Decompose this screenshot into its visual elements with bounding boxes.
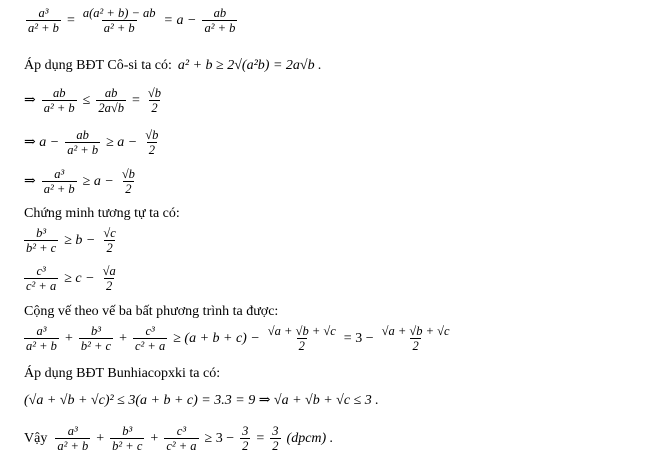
equation-line-5: ⇒ $\frac{\text{a³}}{\text{a² + b}}$ ≥ a − $\frac{√b}{2}$ [24,167,135,196]
text-line-cosi: Áp dụng BĐT Cô-si ta có: a² + b ≥ 2√(a²b) = 2a√b . [24,58,322,73]
fraction: $\frac{\text{b³}}{\text{b² + c}}$ [112,424,143,453]
equation-line-10: $\frac{\text{a³}}{\text{a² + b}}$ + $\frac{\text{b³}}{\text{b² + c}}$ + $\frac{\text{c³}}{\text{c² + a}}$ ≥ (a + b + c) − $\frac{√a + √b + √c}{2}$ = 3 − $\frac{√a + √b + √c}{2}$ [26,324,450,353]
equation-line-4: ⇒ a − $\frac{ab}{\text{a² + b}}$ ≥ a − $\frac{√b}{2}$ [24,128,159,157]
fraction: $\frac{√a + √b + √c}{2}$ [267,324,336,353]
equation-line-1: $\frac{\text{a³}}{\text{a² + b}}$ = $\frac{\text{a(a² + b) − ab}}{\text{a² + b}}$ = a − $\frac{ab}{\text{a² + b}}$ [28,6,236,35]
fraction: $\frac{√b}{2}$ [147,86,162,115]
fraction: $\frac{3}{2}$ [272,424,279,453]
fraction: $\frac{\text{a³}}{\text{a² + b}}$ [26,324,57,353]
fraction: $\frac{3}{2}$ [242,424,249,453]
fraction: $\frac{\text{c³}}{\text{c² + a}}$ [166,424,197,453]
equation-line-7: $\frac{\text{b³}}{\text{b² + c}}$ ≥ b − $\frac{√c}{2}$ [26,226,116,255]
fraction: $\frac{√b}{2}$ [121,167,135,196]
fraction: $\frac{ab}{\text{a² + b}}$ [67,128,99,157]
fraction: $\frac{√b}{2}$ [145,128,159,157]
fraction: $\frac{√a + √b + √c}{2}$ [381,324,450,353]
fraction: $\frac{\text{b³}}{\text{b² + c}}$ [26,226,57,255]
equation-line-13: Vậy $\frac{\text{a³}}{\text{a² + b}}$ + $\frac{\text{b³}}{\text{b² + c}}$ + $\frac{\text{c³}}{\text{c² + a}}$ ≥ 3 − $\frac{3}{2}$ = $\frac{3}{2}$ (dpcm) . [24,424,334,453]
equation-line-12: (√a + √b + √c)² ≤ 3(a + b + c) = 3.3 = 9 ⇒ √a + √b + √c ≤ 3 . [24,393,379,408]
fraction: $\frac{\text{a³}}{\text{a² + b}}$ [57,424,89,453]
fraction: $\frac{\text{a³}}{\text{a² + b}}$ [43,167,75,196]
fraction: $\frac{√c}{2}$ [103,226,116,255]
fraction: $\frac{\text{b³}}{\text{b² + c}}$ [80,324,112,353]
fraction: $\frac{\text{a³}}{\text{a² + b}}$ [28,6,59,35]
fraction: $\frac{\text{c³}}{\text{c² + a}}$ [26,264,57,293]
text-line-similar: Chứng minh tương tự ta có: [24,206,180,221]
fraction: $\frac{√a}{2}$ [102,264,116,293]
equation-line-3: ⇒ $\frac{ab}{\text{a² + b}}$ ≤ $\frac{ab}{2a√b}$ = $\frac{√b}{2}$ [24,86,162,115]
equation-line-8: $\frac{\text{c³}}{\text{c² + a}}$ ≥ c − $\frac{√a}{2}$ [26,264,116,293]
text-line-sum: Cộng vế theo vế ba bất phương trình ta được: [24,304,279,319]
fraction: $\frac{\text{a(a² + b) − ab}}{\text{a² + b}}$ [82,6,156,35]
text-line-bunhia: Áp dụng BĐT Bunhiacopxki ta có: [24,366,221,381]
fraction: $\frac{ab}{\text{a² + b}}$ [43,86,75,115]
fraction: $\frac{ab}{2a√b}$ [98,86,124,115]
fraction: $\frac{ab}{\text{a² + b}}$ [204,6,236,35]
fraction: $\frac{\text{c³}}{\text{c² + a}}$ [134,324,166,353]
